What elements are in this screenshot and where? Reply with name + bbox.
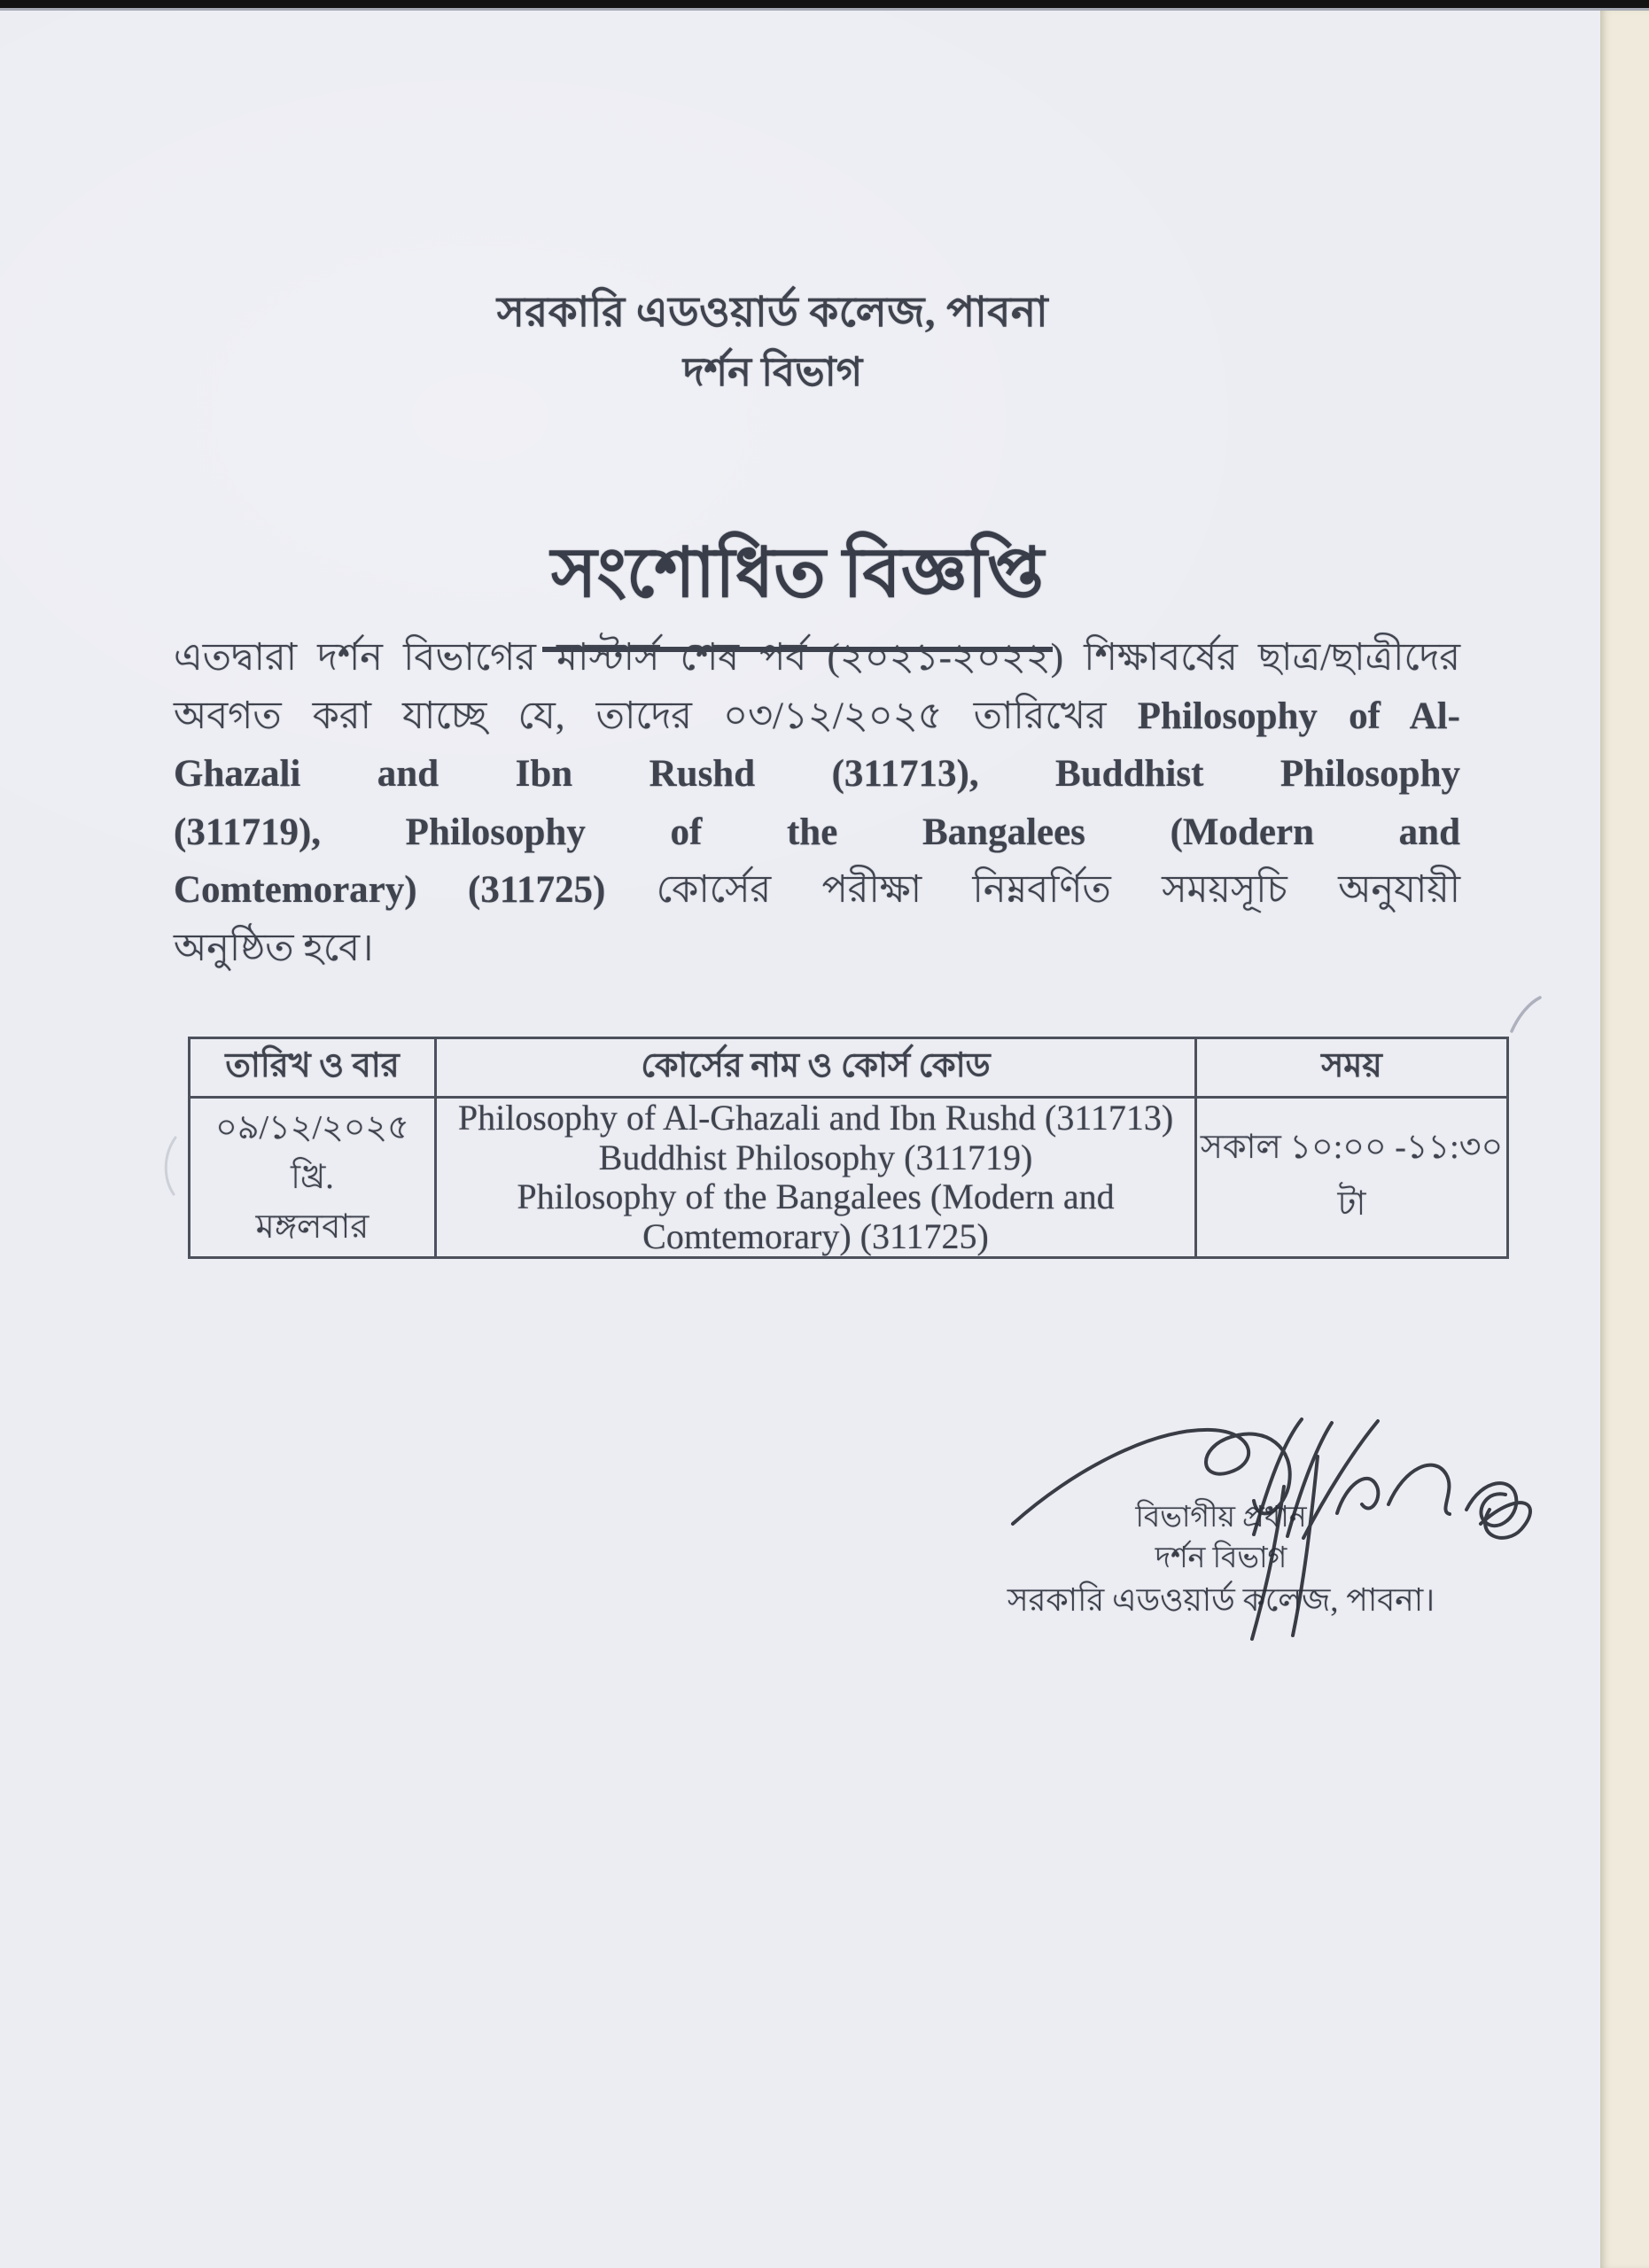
paragraph-line <box>174 687 1460 746</box>
notice-body-paragraph <box>174 629 1460 977</box>
header-date-day: তারিখ ও বার <box>190 1038 436 1098</box>
date-cell <box>190 1098 436 1258</box>
header-time: সময় <box>1196 1038 1508 1098</box>
header-course-name-code: কোর্সের নাম ও কোর্স কোড <box>436 1038 1196 1098</box>
bangla-text: অবগত করা যাচ্ছে যে, তাদের ০৩/১২/২০২৫ তারিখের <box>174 695 1107 737</box>
course-line: Philosophy of Al-Ghazali and Ibn Rushd (311713) <box>457 1098 1174 1138</box>
english-text: Ghazali and Ibn Rushd (311713), Buddhist Philosophy <box>174 753 1460 795</box>
course-cell <box>436 1098 1196 1258</box>
bangla-text: অনুষ্ঠিত হবে। <box>174 927 374 969</box>
english-text: Comtemorary) (311725) <box>174 869 606 911</box>
scanner-top-edge <box>0 0 1649 8</box>
table-header-row <box>190 1038 1508 1098</box>
paragraph-line <box>174 804 1460 862</box>
course-line: Comtemorary) (311725) <box>642 1216 989 1256</box>
pen-tick-mark <box>1506 992 1545 1035</box>
course-line: Buddhist Philosophy (311719) <box>598 1137 1033 1177</box>
signatory-institution: সরকারি এডওয়ার্ড কলেজ, পাবনা। <box>1007 1582 1435 1618</box>
signatory-designation: বিভাগীয় প্রধান <box>1135 1502 1307 1534</box>
english-text: Philosophy of Al- <box>1137 695 1461 737</box>
bangla-text: কোর্সের পরীক্ষা নিম্নবর্ণিত সময়সূচি অনুযায়ী <box>656 869 1460 911</box>
table-row <box>190 1098 1508 1258</box>
english-text: (311719), Philosophy of the Bangalees (Modern and <box>174 811 1460 853</box>
exam-date: ০৯/১২/২০২৫ খ্রি. <box>215 1109 409 1196</box>
paragraph-line <box>174 920 1460 978</box>
bangla-text: এতদ্বারা দর্শন বিভাগের মাস্টার্স শেষ পর্ব (২০২১-২০২২) শিক্ষাবর্ষের ছাত্র/ছাত্রীদের <box>174 637 1460 679</box>
signatory-department: দর্শন বিভাগ <box>1155 1542 1287 1574</box>
scanner-backing-sheet <box>1600 11 1649 2268</box>
faint-paren-mark <box>156 1134 181 1198</box>
time-cell: সকাল ১০:০০ -১১:৩০ টা <box>1196 1098 1508 1258</box>
scanner-top-edge-line <box>0 8 1649 11</box>
department-name: দর্শন বিভাগ <box>682 350 863 394</box>
paragraph-line <box>174 745 1460 804</box>
exam-schedule-table <box>188 1037 1509 1259</box>
exam-day: মঙ্গলবার <box>255 1208 369 1246</box>
handwritten-signature <box>988 1402 1555 1658</box>
paragraph-line <box>174 629 1460 687</box>
course-line: Philosophy of the Bangalees (Modern and <box>517 1177 1115 1216</box>
notice-title: সংশোধিত বিজ্ঞপ্তি <box>542 519 1053 652</box>
college-name: সরকারি এডওয়ার্ড কলেজ, পাবনা <box>496 290 1049 336</box>
paragraph-line <box>174 861 1460 920</box>
